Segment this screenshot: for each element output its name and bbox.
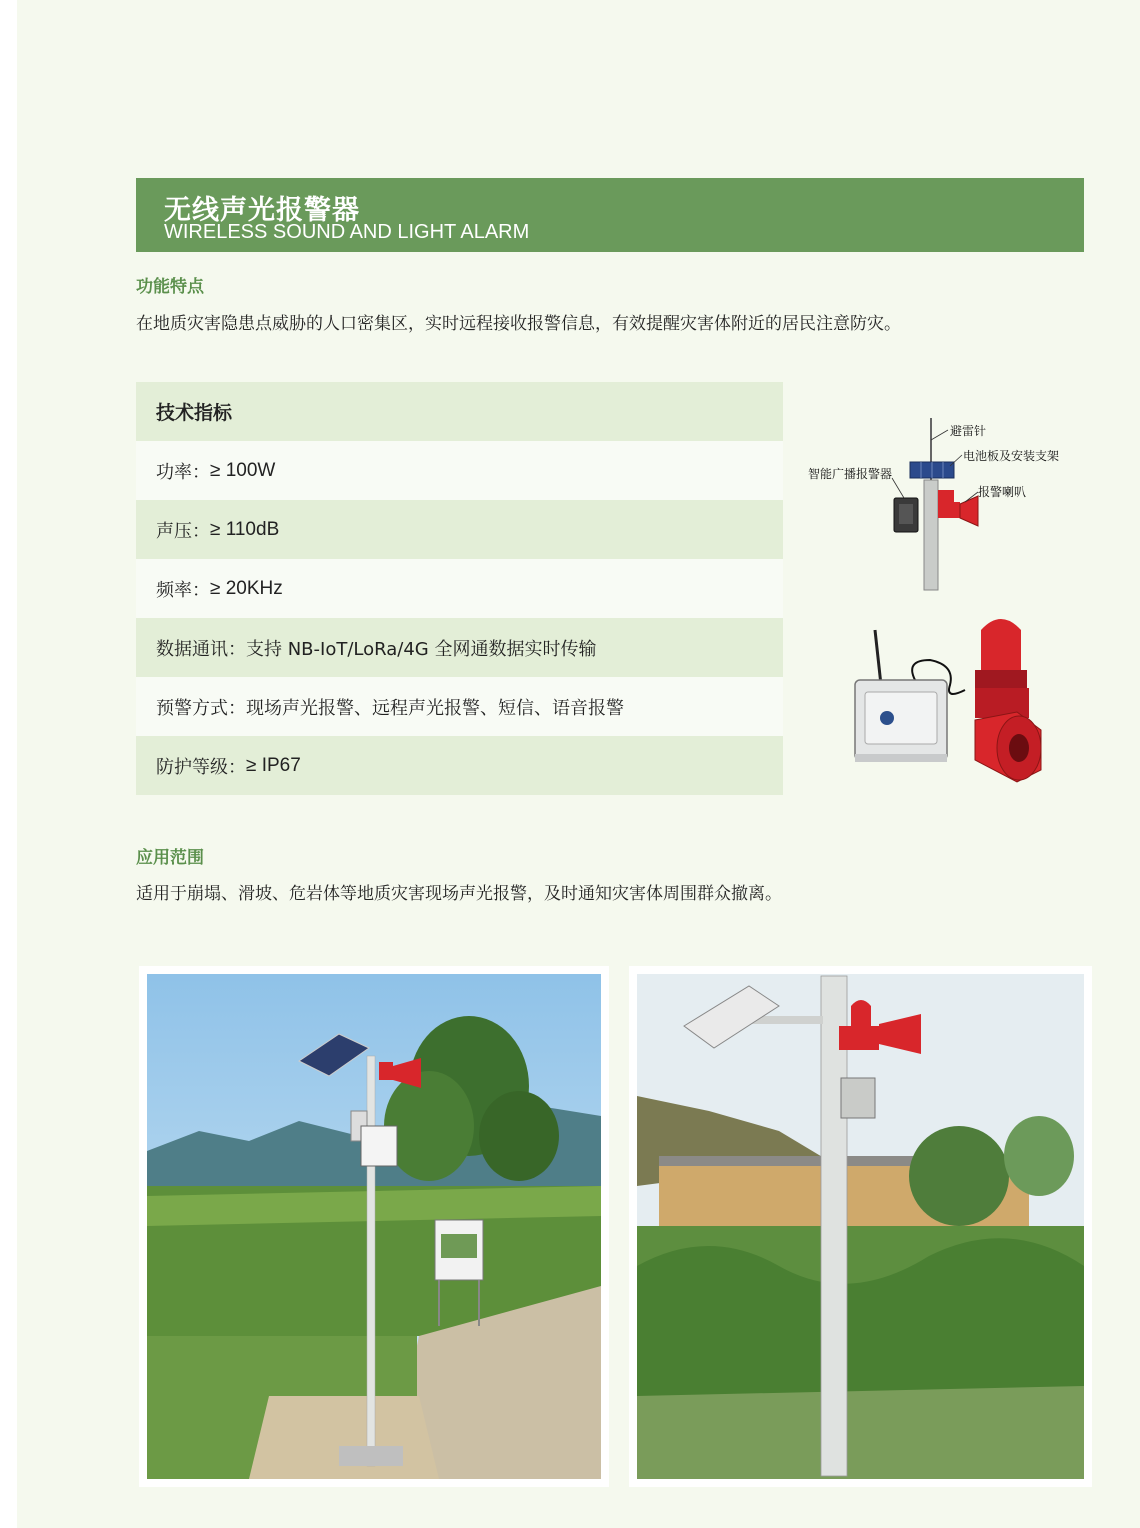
spec-value: 支持 NB-IoT/LoRa/4G 全网通数据实时传输 (246, 638, 597, 660)
spec-label: 频率： (156, 579, 210, 601)
spec-value: ≥ IP67 (246, 754, 301, 776)
device-diagram (800, 410, 1090, 600)
title-banner (136, 178, 1084, 252)
spec-row (136, 677, 783, 736)
label-solar-panel: 电池板及安装支架 (963, 449, 1060, 463)
spec-label: 声压： (156, 520, 210, 542)
spec-row (136, 559, 783, 618)
spec-value: ≥ 100W (210, 459, 276, 481)
spec-table-heading: 技术指标 (136, 382, 783, 441)
page-title: 无线声光报警器 (164, 195, 360, 226)
village-scene (629, 966, 1092, 1487)
spec-row (136, 441, 783, 500)
alarm-device-illustration (835, 610, 1055, 790)
spec-value: ≥ 110dB (210, 518, 280, 540)
page-subtitle: WIRELESS SOUND AND LIGHT ALARM (164, 221, 530, 243)
spec-row (136, 618, 783, 677)
label-horn: 报警喇叭 (978, 485, 1027, 499)
spec-row (136, 736, 783, 795)
device-product-image (835, 610, 1055, 790)
features-text: 在地质灾害隐患点威胁的人口密集区，实时远程接收报警信息，有效提醒灾害体附近的居民注意防灾。 (136, 314, 901, 334)
application-heading: 应用范围 (136, 848, 204, 868)
label-alarm-unit: 智能广播报警器 (808, 467, 893, 481)
field-photo-cornfield (139, 966, 609, 1487)
field-photo-village (629, 966, 1092, 1487)
spec-table (136, 382, 783, 795)
label-lightning-rod: 避雷针 (950, 424, 987, 438)
spec-label: 数据通讯： (156, 638, 246, 660)
spec-value: 现场声光报警、远程声光报警、短信、语音报警 (246, 697, 624, 719)
spec-label: 预警方式： (156, 697, 246, 719)
spec-label: 防护等级： (156, 756, 246, 778)
spec-row (136, 500, 783, 559)
device-pole-illustration (800, 410, 1090, 600)
spec-value: ≥ 20KHz (210, 577, 283, 599)
application-text: 适用于崩塌、滑坡、危岩体等地质灾害现场声光报警，及时通知灾害体周围群众撤离。 (136, 884, 782, 904)
features-heading: 功能特点 (136, 277, 204, 297)
spec-label: 功率： (156, 461, 210, 483)
cornfield-scene (139, 966, 609, 1487)
